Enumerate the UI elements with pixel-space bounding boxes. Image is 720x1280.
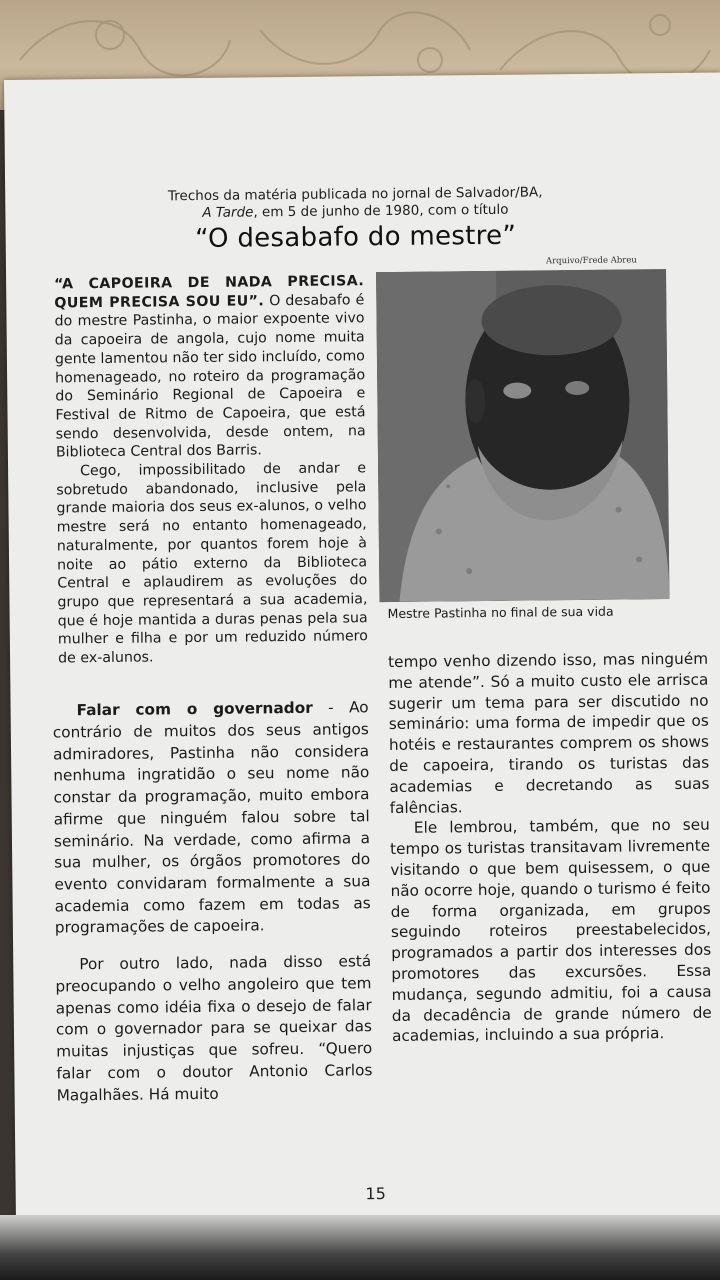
paragraph-3-text: - Ao contrário de muitos dos seus antigos admiradores, Pastinha não considera nenhuma ingratidão o seu nome não constar da programação, muito embora afirme que ninguém falou sobre tal seminário. Na verdade, como afirma a sua mulher, os órgãos promotores do evento convidaram formalmente a sua academia como fazem em todas as programações de capoeira. — [52, 698, 371, 937]
paragraph-1-text: O desabafo é do mestre Pastinha, o maior expoente vivo da capoeira de angola, cujo nome muita gente lamentou não ter sido incluído, como homenageado, no roteiro da programação do Seminário Regional de Capoeira e Festival de Ritmo de Capoeira, que está sendo desenvolvida, desde ontem, na Biblioteca Central dos Barris. — [54, 291, 366, 461]
left-column-upper — [54, 272, 368, 668]
portrait-photo — [376, 269, 669, 602]
left-column-lower — [52, 682, 373, 1122]
paragraph-4: Por outro lado, nada disso está preocupando o velho angoleiro que tem apenas como idéia fixa o desejo de falar com o governador para se queixar das muitas injustiças que sofreu. “Quero falar com o doutor Antonio Carlos Magalhães. Há muito — [55, 952, 373, 1105]
photo-credit: Arquivo/Frede Abreu — [545, 255, 637, 267]
article-title: “O desabafo do mestre” — [195, 220, 517, 255]
paragraph-3 — [53, 698, 371, 940]
paragraph-1 — [54, 272, 366, 462]
paragraph-6: Ele lembrou, também, que no seu tempo os turistas transitavam livremente visitando o que bem quisessem, o que não ocorre hoje, quando o turismo é feito de forma organizada, em grupos seguindo roteiros preestabelecidos, programados a partir dos interesses dos promotores das excursões. Essa mudança, segundo admitiu, foi a causa da decadência de grande número de academias, incluindo a sua própria. — [389, 816, 712, 1046]
paragraph-2: Cego, impossibilitado de andar e sobretudo abandonado, inclusive pela grande maioria dos seus ex-alunos, o velho mestre será no entanto homenageado, naturalmente, por quantos forem hoje à noite ao pátio externo da Biblioteca Central e aplaudirem as evoluções do grupo que representará a sua academia, que é hoje mantida a duras penas pela sua mulher e filha e por um reduzido número de ex-alunos. — [56, 460, 368, 667]
lead-quote: “A CAPOEIRA DE NADA PRECISA. QUEM PRECISA SOU EU”. — [54, 273, 365, 312]
newspaper-name: A Tarde — [202, 204, 254, 221]
magazine-page — [4, 73, 720, 1240]
right-column — [388, 649, 712, 1047]
page-number: 15 — [365, 1184, 386, 1204]
article-intro — [105, 184, 605, 223]
paragraph-5: tempo venho dizendo isso, mas ninguém me atende”. Só a muito custo ele arrisca sugerir um tema para ser discutido no seminário: uma forma de impedir que os hotéis e restaurantes comprem os shows de capoeira, tirando os turistas das academias e decretando as suas falências. — [388, 649, 710, 817]
portrait-illustration — [376, 269, 669, 602]
intro-line-1: Trechos da matéria publicada no jornal de Salvador/BA, — [167, 184, 543, 205]
intro-line-2-rest: , em 5 de junho de 1980, com o título — [253, 201, 509, 221]
photo-caption: Mestre Pastinha no final de sua vida — [387, 603, 614, 622]
bottom-shadow — [0, 1215, 720, 1280]
subheading: Falar com o governador — [76, 699, 313, 720]
